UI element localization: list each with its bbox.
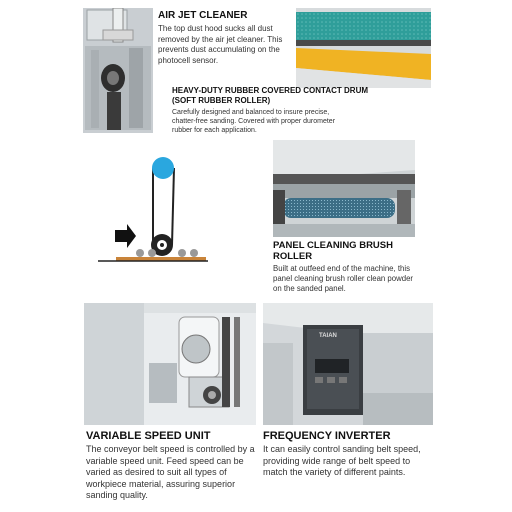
brush-roller-photo bbox=[273, 140, 415, 237]
rubber-drum-title: HEAVY-DUTY RUBBER COVERED CONTACT DRUM (SOFT RUBBER ROLLER) bbox=[172, 86, 369, 105]
air-jet-title: AIR JET CLEANER bbox=[158, 10, 248, 21]
frequency-inverter-photo bbox=[263, 303, 433, 425]
brush-roller-description: Built at outfeed end of the machine, this panel cleaning brush roller clean powder on the sanded panel. bbox=[273, 264, 413, 293]
rubber-drum-description: Carefully designed and balanced to insure precise, chatter-free sanding. Covered with proper durometer rubber for each application. bbox=[172, 109, 336, 134]
speed-unit-title: VARIABLE SPEED UNIT bbox=[86, 430, 211, 442]
inverter-description: It can easily control sanding belt speed, providing wide range of belt speed to match the variety of different paints. bbox=[263, 444, 421, 477]
brush-roller-title: PANEL CLEANING BRUSH ROLLER bbox=[273, 240, 393, 262]
inverter-title: FREQUENCY INVERTER bbox=[263, 430, 391, 442]
contact-drum-photo bbox=[296, 8, 431, 88]
dust-hood-photo bbox=[83, 8, 153, 133]
feed-arrow-icon bbox=[115, 224, 136, 248]
air-jet-description: The top dust hood sucks all dust removed by the air jet cleaner. This prevents dust accumulating on the photocell sensor. bbox=[158, 24, 283, 65]
idler-roller bbox=[152, 157, 174, 179]
sanding-diagram bbox=[98, 150, 208, 265]
speed-unit-description: The conveyor belt speed is controlled by a variable speed unit. Feed speed can be varied as desired to suit all types of workpiece material, assuring superior sanding quality. bbox=[86, 444, 255, 500]
inverter-brand-label: TAIAN bbox=[319, 333, 337, 339]
variable-speed-photo bbox=[84, 303, 256, 425]
